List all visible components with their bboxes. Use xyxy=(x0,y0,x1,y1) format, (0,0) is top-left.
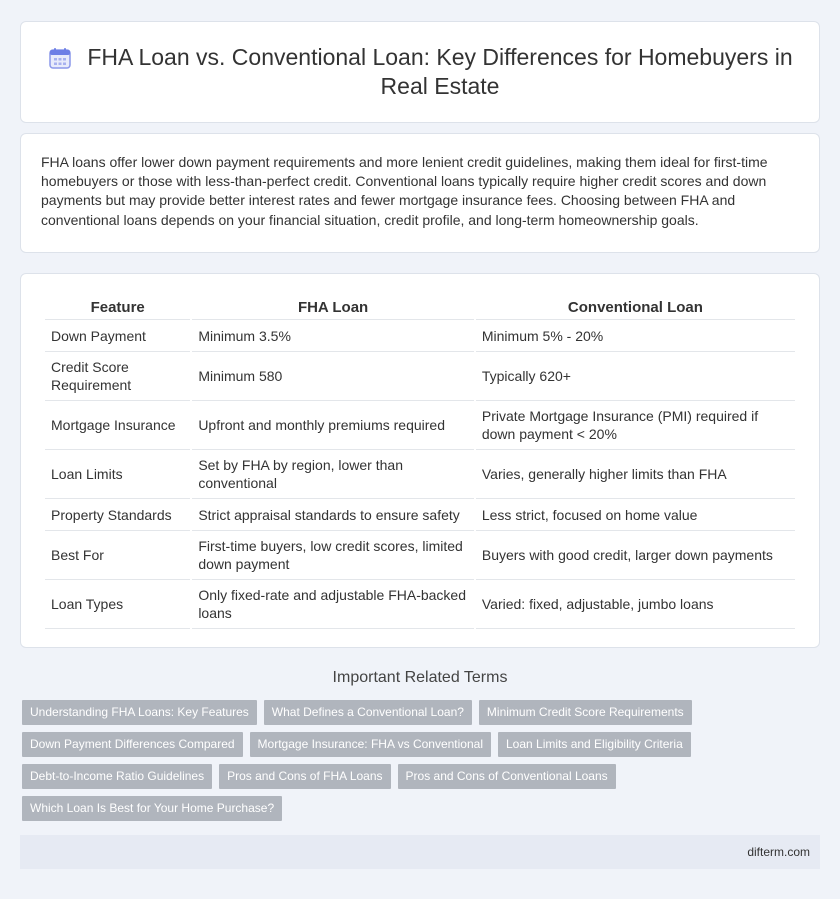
feature-cell: Loan Limits xyxy=(45,450,190,499)
fha-cell: Minimum 580 xyxy=(192,352,474,401)
related-term-tag[interactable]: What Defines a Conventional Loan? xyxy=(264,700,472,725)
fha-cell: Minimum 3.5% xyxy=(192,320,474,352)
feature-cell: Property Standards xyxy=(45,499,190,531)
feature-cell: Credit Score Requirement xyxy=(45,352,190,401)
table-row xyxy=(45,450,795,499)
feature-cell: Down Payment xyxy=(45,320,190,352)
page-title: FHA Loan vs. Conventional Loan: Key Differences for Homebuyers in Real Estate xyxy=(87,44,793,99)
comparison-table-card xyxy=(20,273,820,648)
related-term-tag[interactable]: Down Payment Differences Compared xyxy=(22,732,243,757)
fha-cell: Upfront and monthly premiums required xyxy=(192,401,474,450)
conventional-cell: Varies, generally higher limits than FHA xyxy=(476,450,795,499)
fha-cell: Only fixed-rate and adjustable FHA-backed loans xyxy=(192,580,474,629)
fha-cell: First-time buyers, low credit scores, limited down payment xyxy=(192,531,474,580)
conventional-cell: Private Mortgage Insurance (PMI) required if down payment < 20% xyxy=(476,401,795,450)
related-terms-list xyxy=(22,700,722,828)
feature-cell: Mortgage Insurance xyxy=(45,401,190,450)
related-term-tag[interactable]: Minimum Credit Score Requirements xyxy=(479,700,692,725)
summary-card xyxy=(20,133,820,253)
related-term-tag[interactable]: Understanding FHA Loans: Key Features xyxy=(22,700,257,725)
conventional-cell: Varied: fixed, adjustable, jumbo loans xyxy=(476,580,795,629)
fha-cell: Set by FHA by region, lower than conventional xyxy=(192,450,474,499)
related-term-tag[interactable]: Loan Limits and Eligibility Criteria xyxy=(498,732,691,757)
related-term-tag[interactable]: Pros and Cons of Conventional Loans xyxy=(398,764,616,789)
footer-site-link[interactable]: difterm.com xyxy=(747,845,810,859)
related-term-tag[interactable]: Mortgage Insurance: FHA vs Conventional xyxy=(250,732,491,757)
fha-cell: Strict appraisal standards to ensure safety xyxy=(192,499,474,531)
footer xyxy=(20,835,820,869)
conventional-cell: Buyers with good credit, larger down payments xyxy=(476,531,795,580)
table-row xyxy=(45,320,795,352)
related-term-tag[interactable]: Debt-to-Income Ratio Guidelines xyxy=(22,764,212,789)
table-row xyxy=(45,401,795,450)
feature-cell: Loan Types xyxy=(45,580,190,629)
table-row xyxy=(45,499,795,531)
table-row xyxy=(45,352,795,401)
header-conventional-loan: Conventional Loan xyxy=(476,292,795,320)
conventional-cell: Typically 620+ xyxy=(476,352,795,401)
header-fha-loan: FHA Loan xyxy=(192,292,474,320)
table-header-row xyxy=(45,292,795,320)
comparison-table xyxy=(43,292,797,629)
related-terms-title: Important Related Terms xyxy=(332,669,508,686)
header-feature: Feature xyxy=(45,292,190,320)
header-card xyxy=(20,21,820,123)
summary-text: FHA loans offer lower down payment requirements and more lenient credit guidelines, making them ideal for first-time homebuyers or those with less-than-perfect credit. Conventional loans typically require higher credit scores and down payments but may provide better interest rates and fewer mortgage insurance fees. Choosing between FHA and conventional loans depends on your financial situation, credit profile, and long-term homeownership goals. xyxy=(41,154,768,228)
feature-cell: Best For xyxy=(45,531,190,580)
conventional-cell: Minimum 5% - 20% xyxy=(476,320,795,352)
related-term-tag[interactable]: Pros and Cons of FHA Loans xyxy=(219,764,390,789)
conventional-cell: Less strict, focused on home value xyxy=(476,499,795,531)
table-row xyxy=(45,531,795,580)
related-term-tag[interactable]: Which Loan Is Best for Your Home Purchase? xyxy=(22,796,282,821)
table-row xyxy=(45,580,795,629)
